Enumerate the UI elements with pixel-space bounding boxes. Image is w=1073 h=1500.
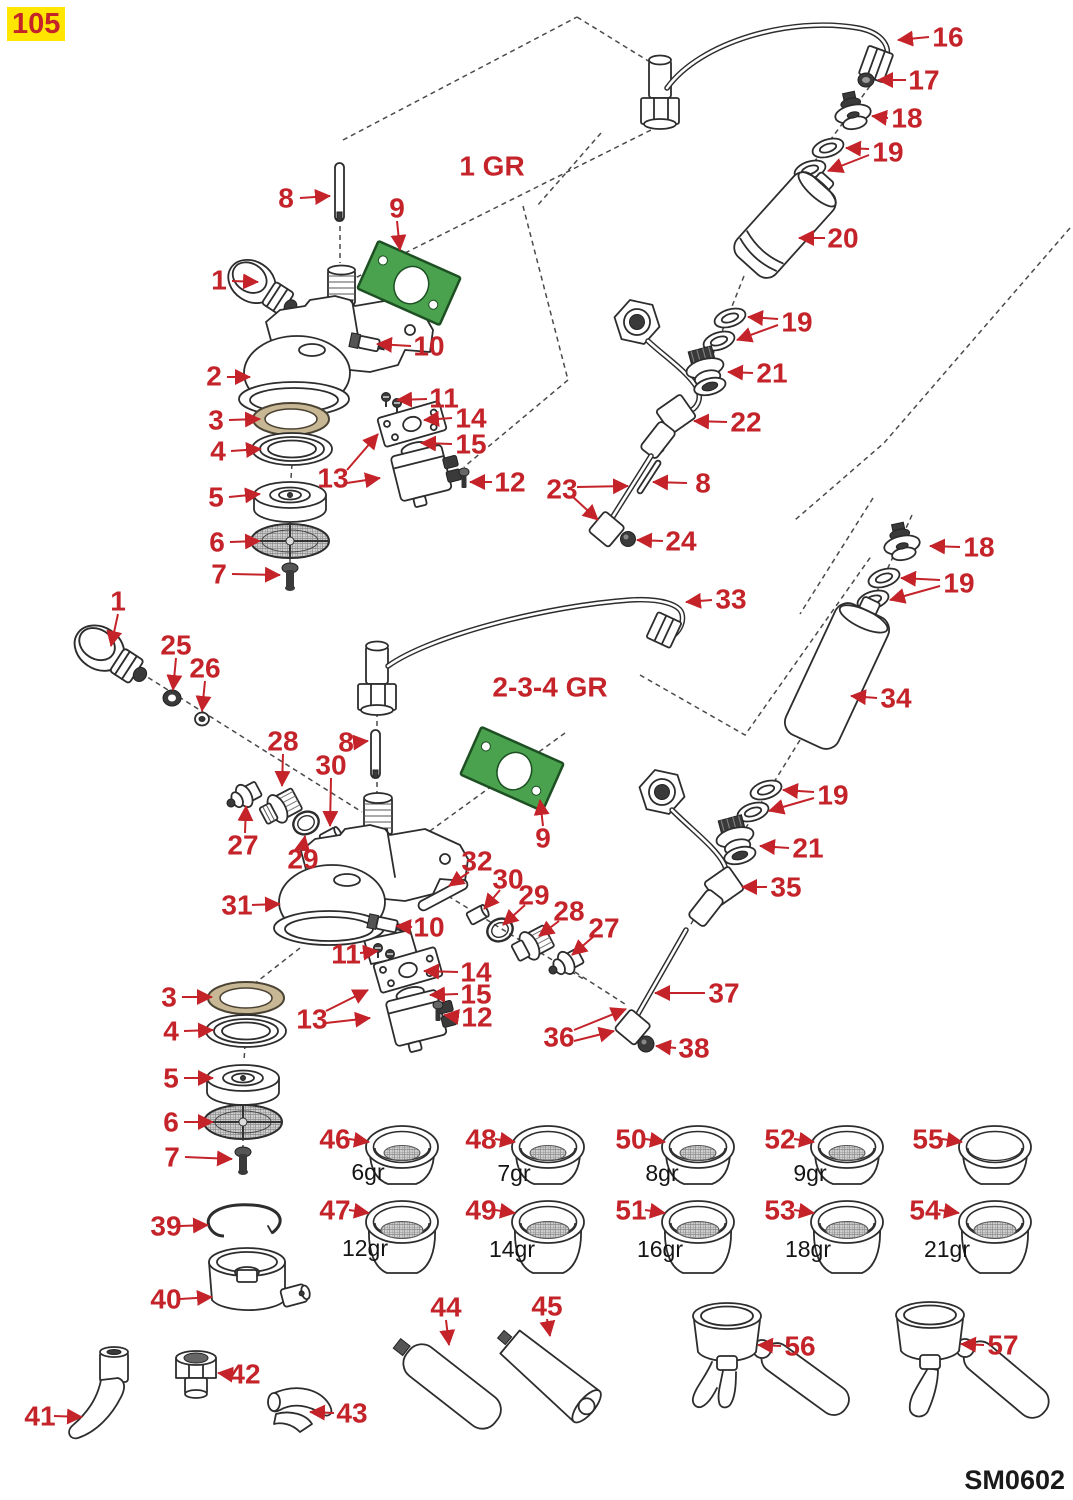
basket-grams-label: 12gr [341,1235,389,1261]
part-number-12: 12 [461,1001,493,1033]
heat-exchanger-34 [780,588,898,754]
part-number-13: 13 [317,462,349,494]
part-number-8: 8 [338,726,354,758]
leader-line-43 [310,1412,334,1413]
fitting-base [641,56,679,130]
leader-line-47 [349,1210,369,1213]
leader-line-40 [180,1297,212,1299]
part-number-32: 32 [461,845,493,877]
leader-line-52 [794,1139,814,1142]
basket-mesh [384,1146,420,1161]
group-body-2 [239,296,433,416]
basket-grams-label: 16gr [636,1236,684,1262]
cap-24 [621,532,636,547]
section-1gr-right [588,25,893,547]
leader-line-53 [794,1210,814,1213]
leader-line-24 [637,540,663,541]
part-number-9: 9 [535,822,551,854]
part-number-44: 44 [430,1291,462,1323]
leader-line-19 [846,148,869,149]
part-number-48: 48 [465,1123,497,1155]
basket-grams-label: 14gr [488,1236,536,1262]
part-number-15: 15 [460,978,492,1010]
leader-line-19 [901,578,940,580]
part-number-9: 9 [389,192,405,224]
valve-18 [831,89,874,133]
leader-line-46 [349,1139,369,1142]
part-number-46: 46 [319,1123,351,1155]
basket-grams-label: 18gr [784,1236,832,1262]
drawing-code: SM0602 [964,1465,1065,1495]
basket-grams-label: 7gr [497,1160,531,1186]
group-cap-40 [209,1248,312,1310]
assembly-axis-lines [133,17,1070,1148]
bottom-spares [69,1302,1055,1438]
part-number-21: 21 [756,357,788,389]
leader-line-9 [397,221,400,250]
part-number-7: 7 [211,558,227,590]
leader-line-57 [961,1344,984,1345]
part-number-3: 3 [161,981,177,1013]
part-number-1: 1 [211,264,227,296]
basket-grams-label: 9gr [793,1160,827,1186]
leader-line-4 [184,1030,213,1031]
ring-26 [195,713,209,726]
nut-35 [635,768,688,817]
leader-line-55 [942,1139,962,1142]
leader-line-7 [232,574,280,575]
leader-line-26 [202,681,205,711]
leader-line-19 [769,798,814,811]
part-number-19: 19 [872,136,904,168]
page-number-badge: 105 [7,7,65,41]
leader-line-6 [230,541,260,542]
leader-line-39 [180,1225,208,1226]
part-number-21: 21 [792,832,824,864]
leader-line-33 [686,600,712,602]
leader-line-11 [397,399,427,400]
part-number-43: 43 [336,1397,368,1429]
pipe-37 [614,930,686,1046]
part-number-19: 19 [817,779,849,811]
leader-line-15 [421,443,452,444]
part-number-6: 6 [163,1106,179,1138]
section-234gr [66,600,683,1310]
nut-42 [176,1351,216,1398]
fitting-28 [256,785,304,829]
part-number-17: 17 [908,64,940,96]
leader-line-21 [760,846,789,848]
part-number-38: 38 [678,1032,710,1064]
retaining-clip-39 [208,1205,280,1236]
ring-4 [206,1015,286,1047]
basket-grams-label: 6gr [351,1159,385,1185]
basket-mesh [677,1222,719,1239]
annotation-group-1: 1 GR [459,150,525,182]
part-number-18: 18 [963,531,995,563]
part-number-13: 13 [296,1003,328,1035]
valve-18 [880,520,923,564]
part-number-11: 11 [429,382,459,414]
portafilter-56 [693,1303,855,1421]
pipe-33 [388,600,683,666]
leader-line-16 [898,37,929,40]
part-number-40: 40 [150,1283,182,1315]
fork-43 [268,1388,331,1432]
leader-line-54 [939,1210,959,1213]
part-number-56: 56 [784,1330,816,1362]
part-number-16: 16 [932,21,964,53]
o-ring-29 [484,915,517,946]
gasket-ring-3 [253,403,329,435]
leader-line-13 [347,478,380,483]
part-number-57: 57 [987,1329,1019,1361]
part-number-6: 6 [209,526,225,558]
part-number-30: 30 [315,749,347,781]
part-number-53: 53 [764,1194,796,1226]
basket-mesh [974,1222,1016,1239]
basket-grams-label: 8gr [645,1160,679,1186]
cap-38 [638,1036,654,1052]
leader-line-28 [282,754,283,786]
leader-line-22 [694,421,727,422]
part-number-12: 12 [494,466,526,498]
leader-line-21 [728,372,753,373]
leader-line-51 [645,1210,665,1213]
part-number-33: 33 [715,583,747,615]
part-number-14: 14 [460,956,492,988]
leader-line-13 [326,1018,370,1023]
leader-line-36 [574,1031,614,1041]
part-number-42: 42 [229,1358,261,1390]
gasket-ring-3 [208,982,284,1014]
basket-mesh [680,1146,716,1161]
screw-7 [235,1147,251,1175]
leader-line-23 [577,486,628,487]
leader-line-19 [737,325,778,340]
basket-mesh [826,1222,868,1239]
part-number-20: 20 [827,222,859,254]
spout-41 [69,1347,128,1438]
leader-line-18 [930,546,960,547]
basket-grams-label: 21gr [923,1236,971,1262]
dispersion-block-5 [207,1065,279,1105]
leader-line-45 [547,1319,550,1336]
basket-mesh [829,1146,865,1161]
part-number-35: 35 [770,871,802,903]
part-number-15: 15 [455,428,487,460]
leader-line-10 [396,926,412,927]
shower-screen-6 [251,524,329,558]
leader-line-1 [232,281,258,282]
part-number-7: 7 [164,1141,180,1173]
part-number-22: 22 [730,406,762,438]
part-number-28: 28 [553,895,585,927]
part-number-5: 5 [163,1062,179,1094]
part-number-55: 55 [912,1123,944,1155]
leader-line-41 [54,1416,82,1417]
fitting-21 [681,344,730,399]
part-number-45: 45 [531,1290,563,1322]
leader-line-8 [300,196,330,198]
part-number-27: 27 [588,912,620,944]
basket-mesh [530,1146,566,1161]
leader-line-31 [252,904,280,905]
part-number-54: 54 [909,1194,941,1226]
leader-line-30 [330,778,331,826]
shower-screen-6 [204,1105,282,1139]
part-number-34: 34 [880,682,912,714]
dispersion-block-5 [254,482,326,522]
leader-line-42 [218,1373,227,1374]
fitting-base [358,642,396,716]
leader-line-15 [430,994,458,995]
washer-19 [748,777,784,803]
ring-25 [163,690,181,706]
part-number-49: 49 [465,1194,497,1226]
part-number-23: 23 [546,473,578,505]
leader-line-13 [347,434,378,470]
part-number-29: 29 [287,843,319,875]
part-number-28: 28 [267,725,299,757]
portafilter-57 [896,1302,1055,1424]
leader-line-19 [828,155,869,171]
part-number-36: 36 [543,1021,575,1053]
annotation-group-234: 2-3-4 GR [492,671,608,703]
part-number-19: 19 [943,567,975,599]
part-number-39: 39 [150,1210,182,1242]
part-number-51: 51 [615,1194,647,1226]
leader-line-7 [185,1157,232,1159]
leader-line-25 [173,658,176,690]
part-number-14: 14 [455,402,487,434]
leader-line-44 [446,1320,449,1345]
screw-7 [282,563,298,591]
part-number-19: 19 [781,306,813,338]
leader-line-19 [748,317,778,319]
leader-line-14 [424,971,458,972]
knob-1 [66,616,157,695]
section-1gr [220,163,469,591]
part-number-4: 4 [163,1015,179,1047]
handle-45 [488,1319,606,1427]
leader-line-8 [358,741,368,742]
leader-line-19 [783,790,814,792]
part-number-27: 27 [227,829,259,861]
part-number-24: 24 [665,525,697,557]
part-number-25: 25 [160,629,192,661]
fitting-27 [222,778,264,816]
leader-line-56 [758,1345,781,1346]
part-number-8: 8 [695,467,711,499]
washer-19 [810,135,846,161]
part-number-29: 29 [518,879,550,911]
handle-44 [386,1329,507,1435]
nut-22 [610,298,663,347]
part-number-30: 30 [492,863,524,895]
washer-19 [866,565,902,591]
leader-line-8 [653,482,687,483]
part-number-47: 47 [319,1194,351,1226]
part-number-41: 41 [24,1400,56,1432]
part-number-11: 11 [331,938,361,970]
leader-line-3 [229,419,260,420]
part-number-4: 4 [210,435,226,467]
part-number-37: 37 [708,977,740,1009]
part-number-2: 2 [206,360,222,392]
pin-8 [335,163,344,221]
pipe-23 [588,456,651,548]
leader-line-18 [872,116,888,118]
leader-line-13 [326,990,368,1011]
part-number-1: 1 [110,585,126,617]
washer-19 [712,305,748,331]
part-number-26: 26 [189,652,221,684]
filter-basket-55 [959,1126,1031,1184]
part-number-3: 3 [208,404,224,436]
part-number-10: 10 [413,911,445,943]
leader-line-50 [645,1139,665,1142]
leader-line-49 [495,1210,515,1213]
leader-line-19 [890,586,940,600]
ring-4 [252,433,332,465]
part-number-50: 50 [615,1123,647,1155]
part-number-5: 5 [208,481,224,513]
leader-line-48 [495,1139,515,1142]
solenoid-valve-13 [373,944,461,1056]
part-number-31: 31 [221,889,253,921]
part-number-10: 10 [413,330,445,362]
part-number-18: 18 [891,102,923,134]
part-number-52: 52 [764,1123,796,1155]
leader-line-38 [656,1046,676,1048]
part-number-8: 8 [278,182,294,214]
cap-17 [858,73,874,87]
pin-8 [371,730,380,778]
